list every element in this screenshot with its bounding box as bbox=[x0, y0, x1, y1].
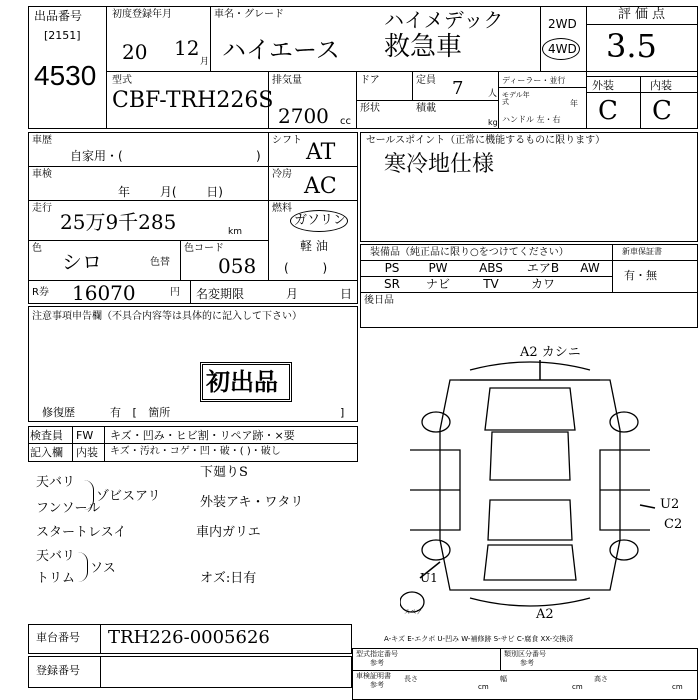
width-label: 幅 bbox=[500, 675, 507, 683]
later-date-label: 後日品 bbox=[364, 295, 394, 306]
car-name-label: 車名・グレード bbox=[214, 9, 284, 20]
fuel-value-gasoline: ガソリン bbox=[294, 213, 347, 228]
divider bbox=[28, 443, 358, 444]
history-label: 車歴 bbox=[32, 135, 52, 146]
divider bbox=[612, 244, 613, 292]
remark-mid-1: ゾビスアリ bbox=[96, 489, 161, 504]
category-ref: 参考 bbox=[520, 659, 534, 667]
inspection-label: 車検 bbox=[32, 169, 52, 180]
length-unit: cm bbox=[478, 683, 489, 691]
chassis-value: TRH226-0005626 bbox=[108, 627, 270, 648]
remark-right-3: 車内ガリエ bbox=[196, 525, 261, 540]
divider bbox=[106, 71, 698, 72]
notes-frame bbox=[28, 306, 358, 422]
equip-pw: PW bbox=[428, 261, 448, 275]
sales-value: 寒冷地仕様 bbox=[384, 152, 495, 177]
lot-number: 4530 bbox=[34, 60, 97, 91]
diagram-c2: C2 bbox=[664, 517, 683, 532]
interior-label: 内装 bbox=[650, 79, 672, 92]
divider bbox=[28, 166, 358, 167]
recycle-value: 16070 bbox=[72, 281, 136, 305]
remark-left-5: トリム bbox=[36, 571, 76, 586]
divider bbox=[352, 670, 698, 671]
shift-value: AT bbox=[306, 140, 336, 165]
fuel-paren: ( ) bbox=[284, 261, 328, 275]
fuel-circle bbox=[290, 210, 348, 232]
inspector-fw: FW bbox=[76, 429, 94, 442]
divider bbox=[356, 100, 498, 101]
lot-label: 出品番号 bbox=[34, 9, 83, 23]
history-close: ) bbox=[256, 149, 261, 163]
repair-value: 有 [ 箇所 bbox=[110, 406, 171, 419]
type-ref: 参考 bbox=[370, 659, 384, 667]
ac-value: AC bbox=[304, 174, 337, 199]
divider bbox=[28, 240, 268, 241]
first-reg-unit: 月 bbox=[200, 57, 210, 67]
remark-left-3: スタートレスイ bbox=[36, 525, 127, 540]
exterior-label: 外装 bbox=[592, 79, 614, 92]
recycle-label: R券 bbox=[32, 287, 49, 298]
mileage-unit: km bbox=[228, 227, 242, 237]
shift-label: シフト bbox=[272, 135, 302, 146]
body-cert-label: 車検証明書 bbox=[356, 672, 391, 680]
category-label: 類別区分番号 bbox=[504, 650, 546, 658]
sales-frame bbox=[360, 132, 698, 242]
diagram-u1: U1 bbox=[420, 571, 438, 585]
color-code-value: 058 bbox=[218, 254, 257, 278]
inspector-row1: キズ・凹み・ヒビ割・リペア跡・×要 bbox=[110, 429, 295, 442]
equipment-label: 装備品（純正品に限り○をつけてください） bbox=[370, 247, 569, 258]
divider bbox=[498, 87, 586, 88]
color-no-label: 色替 bbox=[150, 257, 170, 268]
width-unit: cm bbox=[572, 683, 583, 691]
door-label: ドア bbox=[360, 75, 380, 86]
first-reg-label: 初度登録年月 bbox=[112, 9, 172, 20]
divider bbox=[412, 71, 413, 101]
inspector-row2: キズ・汚れ・コゲ・凹・破・( )・破し bbox=[110, 446, 281, 457]
divider bbox=[180, 240, 181, 280]
divider bbox=[268, 132, 269, 280]
dealer-label: ディーラー・並行 bbox=[502, 76, 566, 85]
exterior-grade: C bbox=[598, 96, 618, 126]
body-cert-ref: 参考 bbox=[370, 681, 384, 689]
divider bbox=[100, 656, 101, 688]
inspector-interior: 内装 bbox=[76, 446, 98, 459]
name-change-label: 名変期限 bbox=[196, 287, 245, 301]
diagram-a2-bottom: A2 bbox=[536, 607, 554, 622]
fuel-value-diesel: 軽 油 bbox=[300, 239, 328, 253]
divider bbox=[586, 92, 698, 93]
model-year-label: モデル年式 bbox=[502, 91, 530, 106]
remark-left-4: 天バリ bbox=[36, 549, 76, 564]
drive-4wd: 4WD bbox=[548, 42, 577, 56]
sales-label: セールスポイント（正常に機能するものに限ります） bbox=[366, 135, 606, 146]
remark-right-4: オズ:日有 bbox=[200, 571, 257, 586]
color-label: 色 bbox=[32, 243, 42, 254]
color-value: シロ bbox=[62, 250, 102, 274]
notes-label: 注意事項申告欄（不具合内容等は具体的に記入して下さい） bbox=[32, 311, 302, 322]
divider bbox=[190, 280, 191, 304]
length-label: 長さ bbox=[404, 675, 418, 683]
grade-line2: 救急車 bbox=[384, 32, 463, 62]
interior-grade: C bbox=[652, 96, 672, 126]
shape-label: 形状 bbox=[360, 103, 380, 114]
score-label: 評価点 bbox=[618, 7, 670, 22]
divider bbox=[500, 648, 501, 670]
mileage-value: 25万9千285 bbox=[60, 210, 177, 234]
name-change-month: 月 bbox=[286, 287, 299, 301]
lot-sub: [2151] bbox=[44, 29, 81, 42]
divider bbox=[72, 426, 73, 462]
history-value: 自家用・( bbox=[70, 149, 123, 163]
diagram-u2: U2 bbox=[660, 497, 680, 512]
remark-left-2: フンソール bbox=[36, 501, 101, 516]
fuel-label: 燃料 bbox=[272, 203, 292, 214]
diagram-spare: スペア bbox=[404, 609, 423, 616]
capacity-unit: 人 bbox=[488, 89, 498, 99]
load-label: 積載 bbox=[416, 103, 436, 114]
repair-close: ] bbox=[340, 406, 345, 419]
divider bbox=[360, 292, 698, 293]
displacement-unit: cc bbox=[340, 116, 351, 127]
mileage-label: 走行 bbox=[32, 203, 52, 214]
divider bbox=[540, 6, 541, 71]
type-label: 型式指定番号 bbox=[356, 650, 398, 658]
warranty-value: 有・無 bbox=[624, 269, 657, 282]
divider bbox=[28, 200, 268, 201]
year-unit: 年 bbox=[570, 99, 578, 108]
remark-mid-2: ソス bbox=[90, 561, 116, 576]
color-code-label: 色コード bbox=[184, 243, 224, 254]
inspector-label-1: 検査員 bbox=[30, 429, 63, 442]
displacement-value: 2700 bbox=[278, 104, 329, 128]
car-damage-diagram bbox=[400, 340, 660, 630]
repair-label: 修復歴 bbox=[42, 406, 75, 419]
chassis-label: 車台番号 bbox=[36, 631, 80, 644]
equip-navi: ナビ bbox=[425, 277, 450, 291]
equip-sr: SR bbox=[384, 277, 400, 291]
divider bbox=[498, 71, 499, 129]
diagram-a2-top: A2 カシニ bbox=[520, 345, 581, 360]
equip-tv: TV bbox=[483, 277, 499, 291]
capacity-label: 定員 bbox=[416, 75, 436, 86]
grade-line1: ハイメデック bbox=[384, 8, 504, 32]
equip-leather: カワ bbox=[530, 277, 555, 291]
model-value: CBF-TRH226S bbox=[112, 88, 274, 113]
equip-aw: AW bbox=[580, 261, 600, 275]
height-label: 高さ bbox=[594, 675, 608, 683]
model-label: 型式 bbox=[112, 75, 132, 86]
load-unit: kg bbox=[488, 118, 498, 127]
first-reg-year: 20 bbox=[122, 40, 148, 64]
capacity-value: 7 bbox=[452, 78, 464, 99]
inspector-label-2: 記入欄 bbox=[30, 446, 63, 459]
first-listing-stamp: 初出品 bbox=[206, 368, 278, 396]
car-name: ハイエース bbox=[222, 36, 340, 64]
registration-label: 登録番号 bbox=[36, 664, 80, 677]
divider bbox=[586, 76, 698, 77]
ac-label: 冷房 bbox=[272, 169, 292, 180]
drive-2wd: 2WD bbox=[548, 17, 577, 31]
divider bbox=[210, 6, 211, 71]
equip-airbag: エアB bbox=[526, 261, 560, 275]
remark-right-2: 外装アキ・ワタリ bbox=[200, 495, 304, 510]
divider bbox=[100, 624, 101, 654]
inspection-value: 年 月( 日) bbox=[118, 185, 223, 199]
height-unit: cm bbox=[672, 683, 683, 691]
remark-left-1: 天バリ bbox=[36, 475, 76, 490]
first-reg-month: 12 bbox=[174, 36, 200, 60]
score-value: 3.5 bbox=[606, 27, 657, 65]
warranty-label: 新車保証書 bbox=[622, 247, 662, 256]
recycle-unit: 円 bbox=[170, 287, 180, 298]
equip-abs: ABS bbox=[479, 261, 503, 275]
divider bbox=[640, 76, 641, 129]
bracket-mark bbox=[78, 552, 88, 582]
remark-right-1: 下廻りS bbox=[200, 465, 248, 480]
name-change-day: 日 bbox=[340, 287, 353, 301]
divider bbox=[268, 200, 358, 201]
handle-label: ハンドル 左・右 bbox=[502, 115, 561, 124]
divider bbox=[586, 24, 698, 25]
divider bbox=[104, 426, 105, 462]
displacement-label: 排気量 bbox=[272, 75, 302, 86]
divider bbox=[106, 6, 107, 129]
damage-legend: A-キズ E-エクボ U-凹み W-補修跡 S-サビ C-腐食 XX-交換済 bbox=[384, 635, 574, 643]
equip-ps: PS bbox=[384, 261, 400, 275]
